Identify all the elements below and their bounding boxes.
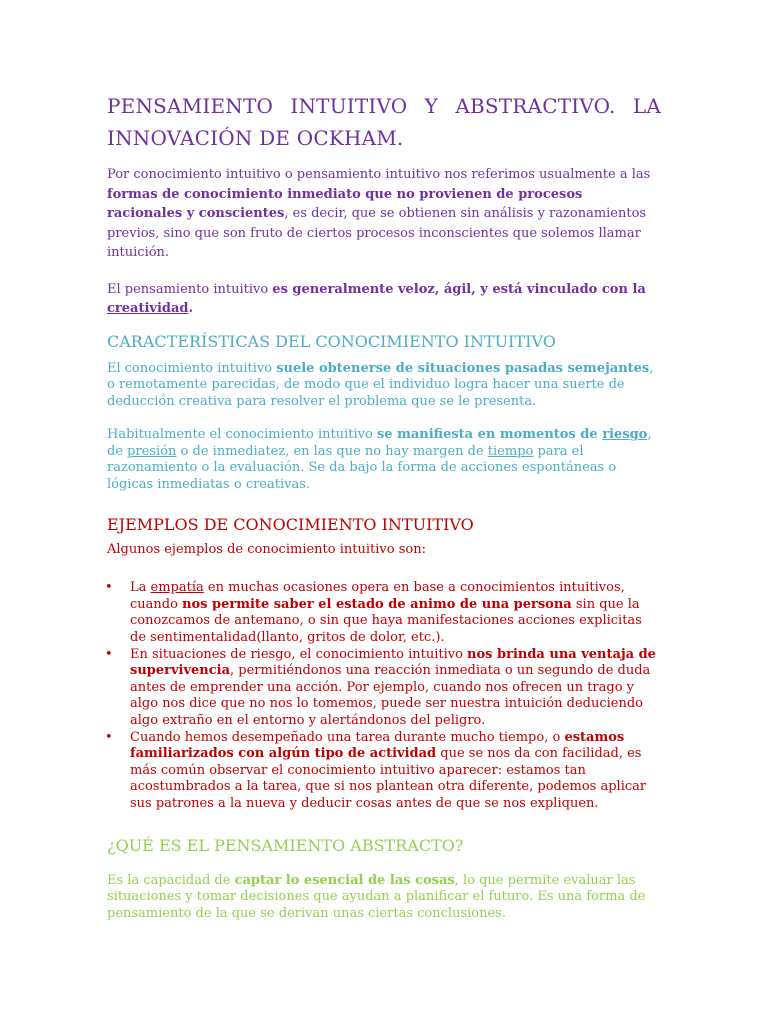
text: El pensamiento intuitivo bbox=[107, 281, 273, 297]
section-heading-caracteristicas: CARACTERÍSTICAS DEL CONOCIMIENTO INTUITIVO bbox=[107, 331, 556, 351]
ejemplos-list bbox=[107, 580, 661, 812]
document-content bbox=[107, 90, 661, 922]
text: , lo que permite evaluar las situaciones y tomar decisiones que ayudan a planificar el futuro. Es una forma de pensamiento de la que se derivan unas ciertas conclusiones. bbox=[107, 872, 646, 921]
link-riesgo[interactable]: riesgo bbox=[602, 427, 648, 443]
bold-text: suele obtenerse de situaciones pasadas semejantes bbox=[276, 360, 650, 376]
intro-paragraph-1 bbox=[107, 165, 661, 263]
text: que se nos da con facilidad, es más común observar el conocimiento intuitivo aparecer: estamos tan acostumbrados a la tarea, que si nos plantean otra diferente, podemos aplicar sus patrones a la nueva y deducir cosas antes de que se nos expliquen. bbox=[130, 746, 647, 811]
list-item bbox=[107, 647, 661, 730]
link-empatia[interactable]: empatía bbox=[150, 580, 204, 596]
text: Cuando hemos desempeñado una tarea durante mucho tiempo, o bbox=[130, 729, 565, 745]
bullet-icon: • bbox=[105, 646, 113, 662]
text: La bbox=[130, 580, 151, 596]
text: Es la capacidad de bbox=[107, 872, 235, 888]
bullet-icon: • bbox=[105, 580, 113, 596]
text: , de bbox=[107, 427, 652, 459]
section-heading-ejemplos: EJEMPLOS DE CONOCIMIENTO INTUITIVO bbox=[107, 514, 474, 534]
bullet-icon: • bbox=[105, 729, 113, 745]
text: o de inmediatez, en las que no hay margen de bbox=[176, 443, 488, 459]
text: , es decir, que se obtienen sin análisis y razonamientos previos, sino que son fruto de ciertos procesos inconscientes que solemos llamar intuición. bbox=[107, 206, 647, 260]
bold-text: captar lo esencial de las cosas bbox=[234, 872, 455, 888]
caracteristicas-paragraph-2 bbox=[107, 427, 661, 493]
link-tiempo[interactable]: tiempo bbox=[487, 443, 534, 459]
caracteristicas-paragraph-1 bbox=[107, 361, 661, 411]
bold-text: formas de conocimiento inmediato que no provienen de procesos racionales y conscientes bbox=[107, 186, 583, 221]
page-title: PENSAMIENTO INTUITIVO Y ABSTRACTIVO. LA INNOVACIÓN DE OCKHAM. bbox=[107, 94, 661, 150]
text: para el razonamiento o la evaluación. Se da bajo la forma de acciones espontáneas o lógicas inmediatas o creativas. bbox=[107, 443, 617, 493]
link-presion[interactable]: presión bbox=[127, 443, 177, 459]
text: Por conocimiento intuitivo o pensamiento intuitivo nos referimos usualmente a las bbox=[107, 167, 651, 182]
bold-text: nos permite saber el estado de animo de una persona bbox=[182, 596, 572, 612]
bold-text: se manifiesta en momentos de bbox=[376, 427, 603, 443]
text: en muchas ocasiones opera en base a conocimientos intuitivos, cuando bbox=[130, 580, 625, 612]
section-heading-pensamiento-abstracto: ¿QUÉ ES EL PENSAMIENTO ABSTRACTO? bbox=[107, 835, 464, 855]
bold-text: estamos familiarizados con algún tipo de actividad bbox=[130, 729, 625, 762]
text: Habitualmente el conocimiento intuitivo bbox=[107, 427, 377, 443]
text: , o remotamente parecidas, de modo que el individuo logra hacer una suerte de deducción creativa para resolver el problema que se le presenta. bbox=[107, 360, 654, 409]
text: El conocimiento intuitivo bbox=[107, 360, 277, 376]
text: , permitiéndonos una reacción inmediata o un segundo de duda antes de emprender una acción. Por ejemplo, cuando nos ofrecen un trago y algo nos dice que no nos lo tomemos, puede ser nuestra intuición deduciendo algo extraño en el entorno y alertándonos del peligro. bbox=[130, 663, 651, 728]
bold-text: es generalmente veloz, ágil, y está vinculado con la bbox=[272, 281, 646, 297]
abstracto-paragraph bbox=[107, 873, 661, 923]
list-item bbox=[107, 730, 661, 813]
intro-paragraph-2 bbox=[107, 280, 661, 319]
ejemplos-intro: Algunos ejemplos de conocimiento intuitivo son: bbox=[107, 541, 426, 557]
bold-text: . bbox=[188, 301, 194, 316]
bold-text: nos brinda una ventaja de supervivencia bbox=[130, 646, 656, 679]
text: En situaciones de riesgo, el conocimiento intuitivo bbox=[130, 646, 468, 662]
list-item bbox=[107, 580, 661, 646]
text: sin que la conozcamos de antemano, o sin que haya manifestaciones acciones explicitas de sentimentalidad(llanto, gritos de dolor, etc.). bbox=[130, 596, 642, 646]
link-creatividad[interactable]: creatividad bbox=[107, 301, 189, 316]
